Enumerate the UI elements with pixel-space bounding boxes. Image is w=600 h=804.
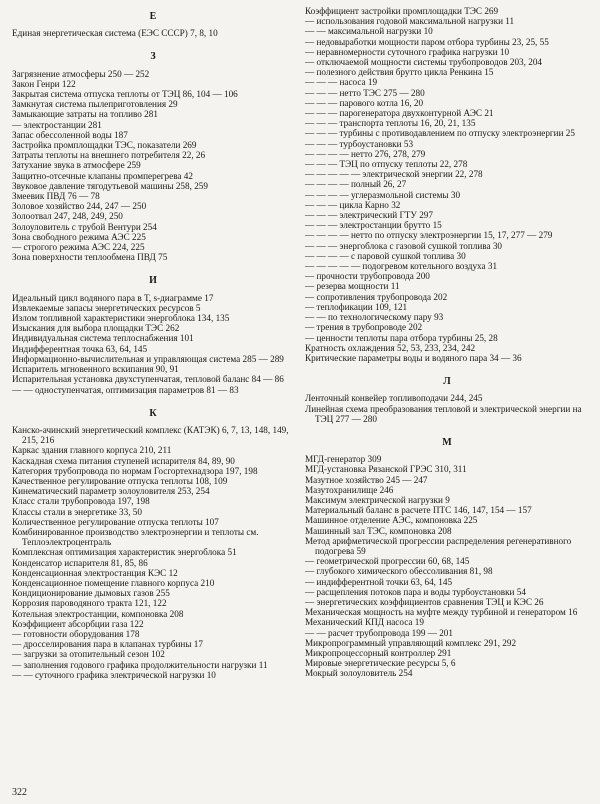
index-entry: Застройка промплощадки ТЭС, показатели 269	[12, 140, 197, 151]
section-letter: И	[149, 275, 157, 287]
index-entry: Котельная электростанции, компоновка 208	[12, 608, 184, 619]
index-entry: Затраты теплоты на внешнего потребителя 22, 26	[12, 150, 206, 161]
index-entry: Закрытая система отпуска теплоты от ТЭЦ 86, 104 — 106	[12, 89, 238, 100]
index-entry: Защитно-отсечные клапаны промперегрева 42	[12, 170, 193, 181]
index-entry: Извлекаемые запасы энергетических ресурсов 5	[12, 302, 201, 313]
index-entry: Линейная схема преобразования тепловой и электрической энергии на ТЭЦ 277 — 280	[305, 403, 582, 424]
index-entry: — — — — полный 26, 27	[305, 179, 407, 190]
index-entry: — — — турбины с противодавлением по отпуску электроэнергии 25	[305, 128, 575, 139]
index-entry: Испарительная установка двухступенчатая, тепловой баланс 84 — 86	[12, 374, 284, 385]
section-gap	[12, 38, 294, 46]
index-entry: — готовности оборудования 178	[12, 628, 140, 639]
index-entry: Зона поверхности теплообмена ПВД 75	[12, 252, 168, 263]
index-entry: Конденсационное помещение главного корпуса 210	[12, 577, 215, 588]
right-column	[305, 6, 589, 687]
index-entry: — — — — — подогревом котельного воздуха 31	[305, 261, 498, 272]
index-entry: Загрязнение атмосферы 250 — 252	[12, 68, 150, 79]
index-entry: — загрузки за отопительный сезон 102	[12, 649, 165, 660]
index-entry: Звуковое давление тягодутьевой машины 258, 259	[12, 180, 208, 191]
index-entry: Коррозия пароводяного тракта 121, 122	[12, 598, 167, 609]
index-entry: — — — парового котла 16, 20	[305, 97, 424, 108]
index-entry: Идеальный цикл водяного пара в T, s-диаграмме 17	[12, 292, 214, 303]
index-entry: Категория трубопровода по нормам Госгортехнадзора 197, 198	[12, 465, 258, 476]
index-entry: Индивидуальная система теплоснабжения 101	[12, 333, 194, 344]
index-entry: — — — парогенератора двухконтурной АЭС 21	[305, 108, 494, 119]
page-number: 322	[12, 787, 27, 798]
index-entry: Затухание звука в атмосфере 259	[12, 160, 141, 171]
index-entry: — строгого режима АЭС 224, 225	[12, 242, 145, 253]
index-entry: — дросселирования пара в клапанах турбины 17	[12, 639, 203, 650]
index-entry: Микропроцессорный контроллер 291	[305, 647, 452, 658]
index-entry: Конденсатор испарителя 81, 85, 86	[12, 557, 148, 568]
index-entry: Испаритель мгновенного вскипания 90, 91	[12, 364, 179, 375]
index-entry: — — — электростанции брутто 15	[305, 220, 442, 231]
index-entry: Единая энергетическая система (ЕЭС СССР) 7, 8, 10	[12, 28, 218, 39]
index-entry: Мазутное хозяйство 245 — 247	[305, 474, 428, 485]
index-entry: Ленточный конвейер топливоподачи 244, 245	[305, 393, 483, 404]
left-column	[12, 6, 294, 688]
index-entry: — — — турбоустановки 53	[305, 138, 414, 149]
index-entry: — — — — нетто 276, 278, 279	[305, 148, 426, 159]
index-entry: — — — — — электрической энергии 22, 278	[305, 169, 483, 180]
index-entry: Критические параметры воды и водяного пара 34 — 36	[305, 352, 522, 363]
index-entry: Запас обессоленной воды 187	[12, 129, 128, 140]
index-entry: — — — электрический ГТУ 297	[305, 210, 433, 221]
index-entry: — — — — нетто по отпуску электроэнергии 15, 17, 277 — 279	[305, 230, 553, 241]
index-entry: Изыскания для выбора площадки ТЭС 262	[12, 323, 180, 334]
section-gap	[12, 680, 294, 688]
index-entry: — глубокого химического обессоливания 81, 98	[305, 566, 493, 577]
index-entry: — энергетических коэффициентов сравнения ТЭЦ и КЭС 26	[305, 596, 544, 607]
index-entry: Мазутохранилище 246	[305, 484, 394, 495]
index-entry: — — — нетто ТЭС 275 — 280	[305, 87, 425, 98]
index-entry: Каркас здания главного корпуса 210, 211	[12, 445, 172, 456]
index-entry: Кратность охлаждения 52, 53, 233, 234, 242	[305, 342, 476, 353]
index-entry: — резерва мощности 11	[305, 281, 400, 292]
index-entry: — недовыработки мощности паром отбора турбины 23, 25, 55	[305, 36, 549, 47]
index-entry: Золовое хозяйство 244, 247 — 250	[12, 201, 147, 212]
section-gap	[305, 424, 589, 432]
index-entry: — — максимальной нагрузки 10	[305, 26, 433, 37]
index-entry: — — расчет трубопровода 199 — 201	[305, 627, 453, 638]
index-entry: Излом топливной характеристики энергоблока 134, 135	[12, 313, 230, 324]
index-entry: — ценности теплоты пара отбора турбины 25, 28	[305, 332, 498, 343]
index-entry: Комплексная оптимизация характеристик энергоблока 51	[12, 547, 237, 558]
index-entry: Информационно-вычислительная и управляющая система 285 — 289	[12, 353, 284, 364]
index-entry: Коэффициент застройки промплощадки ТЭС 269	[305, 6, 499, 16]
index-entry: Замыкающие затраты на топливо 281	[12, 109, 158, 120]
index-entry: Мировые энергетические ресурсы 5, 6	[305, 658, 456, 669]
index-entry: МГД-генератор 309	[305, 454, 382, 465]
index-entry: — прочности трубопровода 200	[305, 271, 430, 282]
index-entry: Класс стали трубопровода 197, 198	[12, 496, 150, 507]
index-entry: Материальный баланс в расчете ПТС 146, 147, 154 — 157	[305, 505, 532, 516]
index-entry: Максимум электрической нагрузки 9	[305, 494, 450, 505]
index-entry: — — одноступенчатая, оптимизация параметров 81 — 83	[12, 384, 239, 395]
index-entry: Конденсационная электростанция КЭС 12	[12, 567, 178, 578]
section-gap	[305, 363, 589, 371]
index-entry: — — — — с паровой сушкой топлива 30	[305, 250, 466, 261]
index-entry: Комбинированное производство электроэнергии и теплоты см. Теплоэлектроцентраль	[12, 526, 259, 548]
section-letter: Л	[443, 376, 451, 388]
index-entry: Механический КПД насоса 19	[305, 617, 424, 628]
index-entry: Машинное отделение АЭС, компоновка 225	[305, 515, 478, 526]
index-entry: — трения в трубопроводе 202	[305, 322, 423, 333]
index-entry: Количественное регулирование отпуска теплоты 107	[12, 516, 219, 527]
section-letter: М	[442, 436, 452, 448]
index-entry: Золоуловитель с трубой Вентури 254	[12, 221, 157, 232]
section-gap	[12, 262, 294, 270]
index-entry: — — — ТЭЦ по отпуску теплоты 22, 278	[305, 159, 468, 170]
index-entry: — — — транспорта теплоты 16, 20, 21, 135	[305, 118, 476, 129]
index-entry: Микропрограммный управляющий комплекс 291, 292	[305, 637, 517, 648]
index-entry: — полезного действия брутто цикла Ренкина 15	[305, 67, 494, 78]
index-entry: Кондиционирование дымовых газов 255	[12, 588, 170, 599]
index-entry: Машинный зал ТЭС, компоновка 208	[305, 525, 452, 536]
section-letter: К	[149, 407, 157, 419]
section-letter: З	[150, 51, 156, 63]
index-entry: Метод арифметической прогрессии распределения регенеративного подогрева 59	[305, 535, 572, 556]
index-entry: — использования годовой максимальной нагрузки 11	[305, 16, 515, 27]
index-entry: — — — насоса 19	[305, 77, 378, 88]
index-entry: Механическая мощность на муфте между турбиной и генератором 16	[305, 607, 578, 618]
index-entry: — — — энергоблока с газовой сушкой топлива 30	[305, 240, 503, 251]
index-entry: — геометрической прогрессии 60, 68, 145	[305, 556, 470, 567]
index-entry: — индифферентной точки 63, 64, 145	[305, 576, 453, 587]
index-entry: Каскадная схема питания ступеней испарителя 84, 89, 90	[12, 455, 235, 466]
index-entry: — неравномерности суточного графика нагрузки 10	[305, 46, 510, 57]
index-entry: Коэффициент абсорбции газа 122	[12, 618, 144, 629]
index-entry: — — суточного графика электрической нагрузки 10	[12, 669, 216, 680]
index-entry: — электростанции 281	[12, 119, 102, 130]
index-entry: Канско-ачинский энергетический комплекс (КАТЭК) 6, 7, 13, 148, 149, 215, 216	[12, 424, 289, 446]
index-entry: — — — — углеразмольной системы 30	[305, 189, 461, 200]
section-gap	[305, 679, 589, 687]
index-entry: Змеевик ПВД 76 — 78	[12, 191, 100, 202]
index-entry: — — по технологическому пару 93	[305, 312, 444, 323]
index-entry: — — — цикла Карно 32	[305, 199, 401, 210]
index-entry: — расщепления потоков пара и воды турбоустановки 54	[305, 586, 526, 597]
index-entry: Золоотвал 247, 248, 249, 250	[12, 211, 123, 222]
index-entry: Индифферентная точка 63, 64, 145	[12, 343, 148, 354]
index-entry: Закон Генри 122	[12, 78, 76, 89]
index-entry: Кинематический параметр золоуловителя 253, 254	[12, 486, 210, 497]
section-gap	[12, 395, 294, 403]
index-entry: МГД-установка Рязанской ГРЭС 310, 311	[305, 464, 467, 475]
index-entry: Классы стали в энергетике 33, 50	[12, 506, 142, 517]
section-letter: Е	[149, 11, 157, 22]
index-entry: Зона свободного режима АЭС 225	[12, 231, 146, 242]
index-entry: Мокрый золоуловитель 254	[305, 668, 413, 679]
index-entry: Замкнутая система пылеприготовления 29	[12, 99, 178, 110]
index-entry: — заполнения годового графика продолжительности нагрузки 11	[12, 659, 268, 670]
index-entry: — теплофикации 109, 121	[305, 301, 408, 312]
index-entry: Качественное регулирование отпуска теплоты 108, 109	[12, 475, 228, 486]
index-entry: — сопротивления трубопровода 202	[305, 291, 448, 302]
index-entry: — отключаемой мощности системы трубопроводов 203, 204	[305, 57, 543, 68]
